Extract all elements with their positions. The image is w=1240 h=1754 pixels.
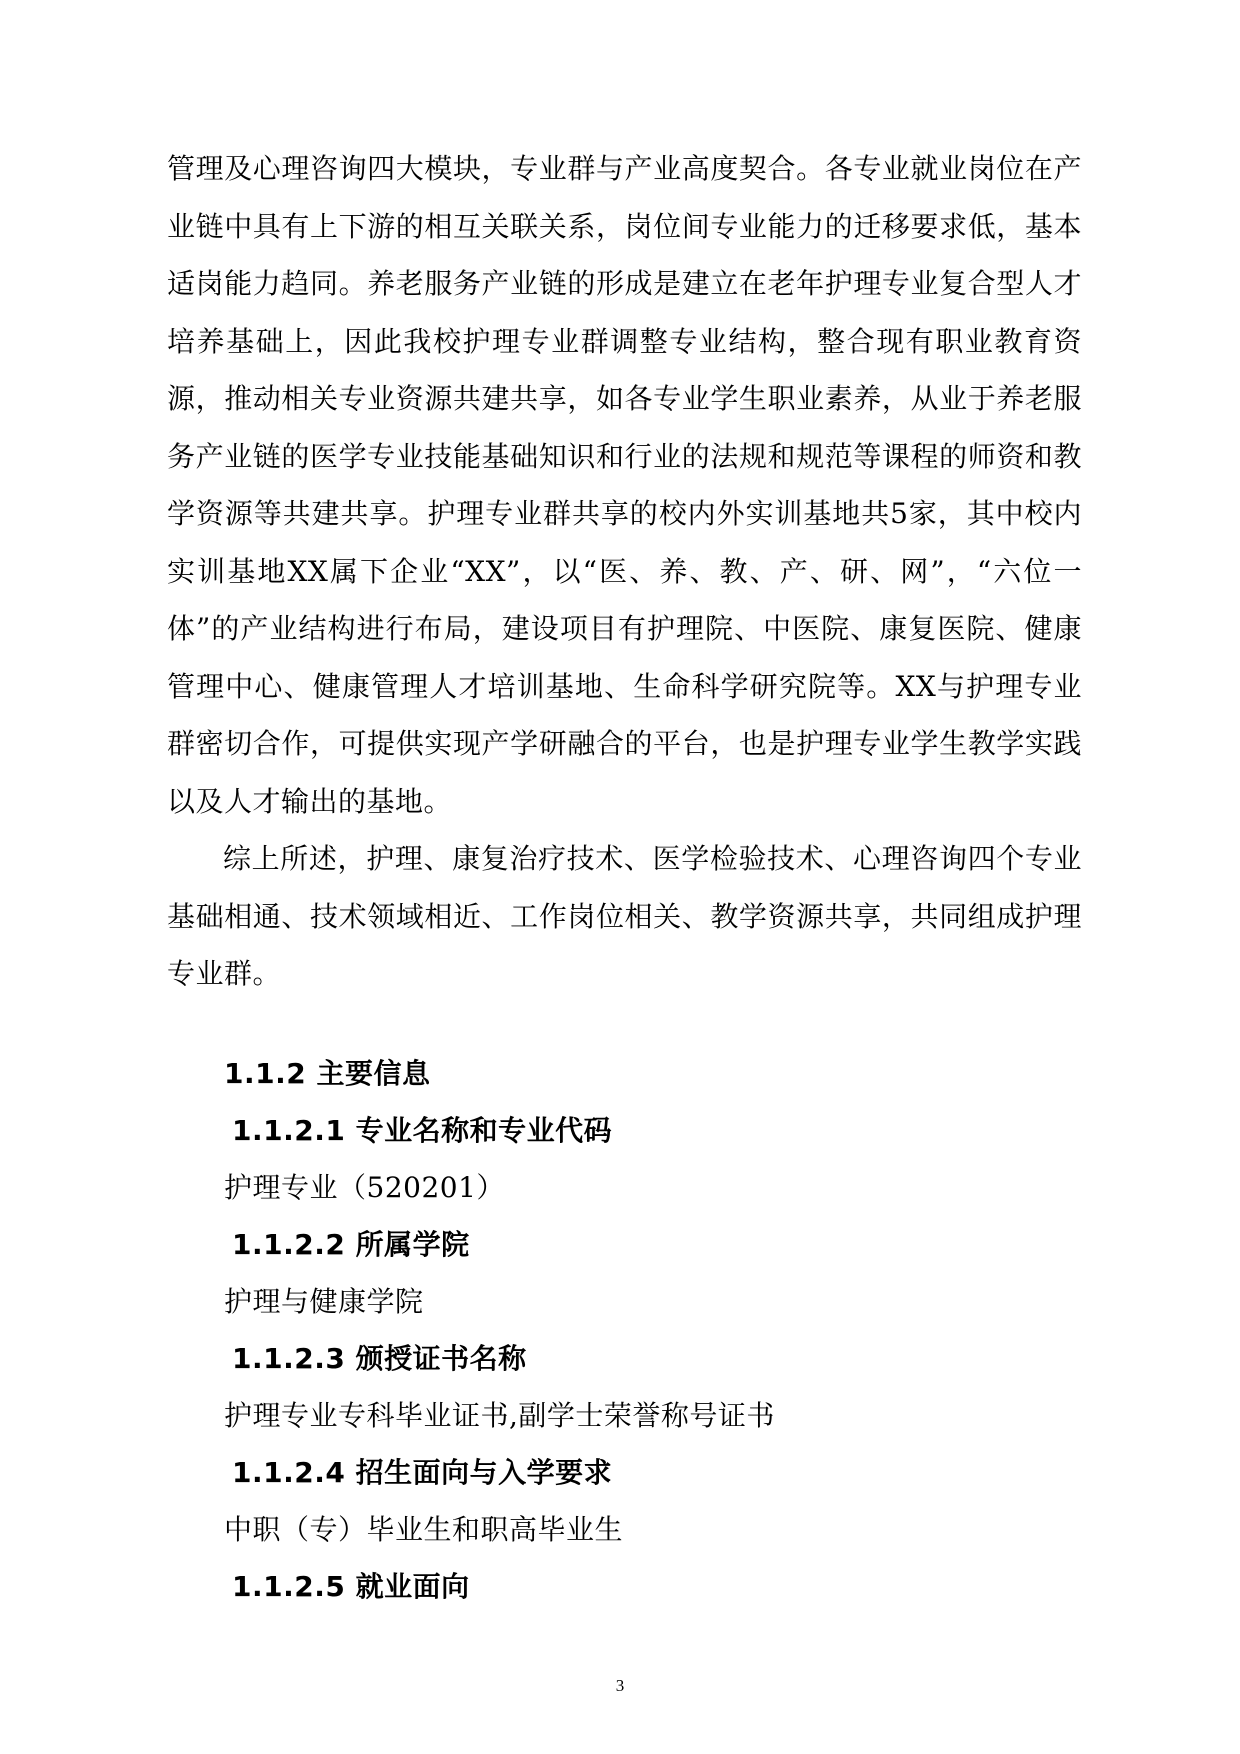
- subsection-heading-certificate: 1.1.2.3 颁授证书名称: [232, 1342, 527, 1375]
- page-number: 3: [615, 1676, 625, 1695]
- subsection-heading-college: 1.1.2.2 所属学院: [232, 1228, 470, 1261]
- main-info-section: [224, 1045, 1084, 1615]
- section-heading: 1.1.2 主要信息: [224, 1057, 431, 1090]
- subsection-content-college: 护理与健康学院: [224, 1285, 424, 1318]
- subsection-heading-enrollment: 1.1.2.4 招生面向与入学要求: [232, 1456, 613, 1489]
- subsection-heading-employment: 1.1.2.5 就业面向: [232, 1570, 470, 1603]
- subsection-content-certificate: 护理专业专科毕业证书,副学士荣誉称号证书: [224, 1399, 775, 1432]
- subsection-heading-major-name: 1.1.2.1 专业名称和专业代码: [232, 1114, 613, 1147]
- body-text: [167, 140, 1082, 1003]
- subsection-content-major-name: 护理专业（520201）: [224, 1171, 505, 1204]
- paragraph-continuation: 管理及心理咨询四大模块，专业群与产业高度契合。各专业就业岗位在产业链中具有上下游的相互关联关系，岗位间专业能力的迁移要求低，基本适岗能力趋同。养老服务产业链的形成是建立在老年护理专业复合型人才培养基础上，因此我校护理专业群调整专业结构，整合现有职业教育资源，推动相关专业资源共建共享，如各专业学生职业素养，从业于养老服务产业链的医学专业技能基础知识和行业的法规和规范等课程的师资和教学资源等共建共享。护理专业群共享的校内外实训基地共5家，其中校内实训基地XX属下企业“XX”，以“医、养、教、产、研、网”，“六位一体”的产业结构进行布局，建设项目有护理院、中医院、康复医院、健康管理中心、健康管理人才培训基地、生命科学研究院等。XX与护理专业群密切合作，可提供实现产学研融合的平台，也是护理专业学生教学实践以及人才输出的基地。: [167, 152, 1082, 818]
- paragraph-summary: 综上所述，护理、康复治疗技术、医学检验技术、心理咨询四个专业基础相通、技术领域相近、工作岗位相关、教学资源共享，共同组成护理专业群。: [167, 842, 1082, 990]
- subsection-content-enrollment: 中职（专）毕业生和职高毕业生: [224, 1513, 624, 1546]
